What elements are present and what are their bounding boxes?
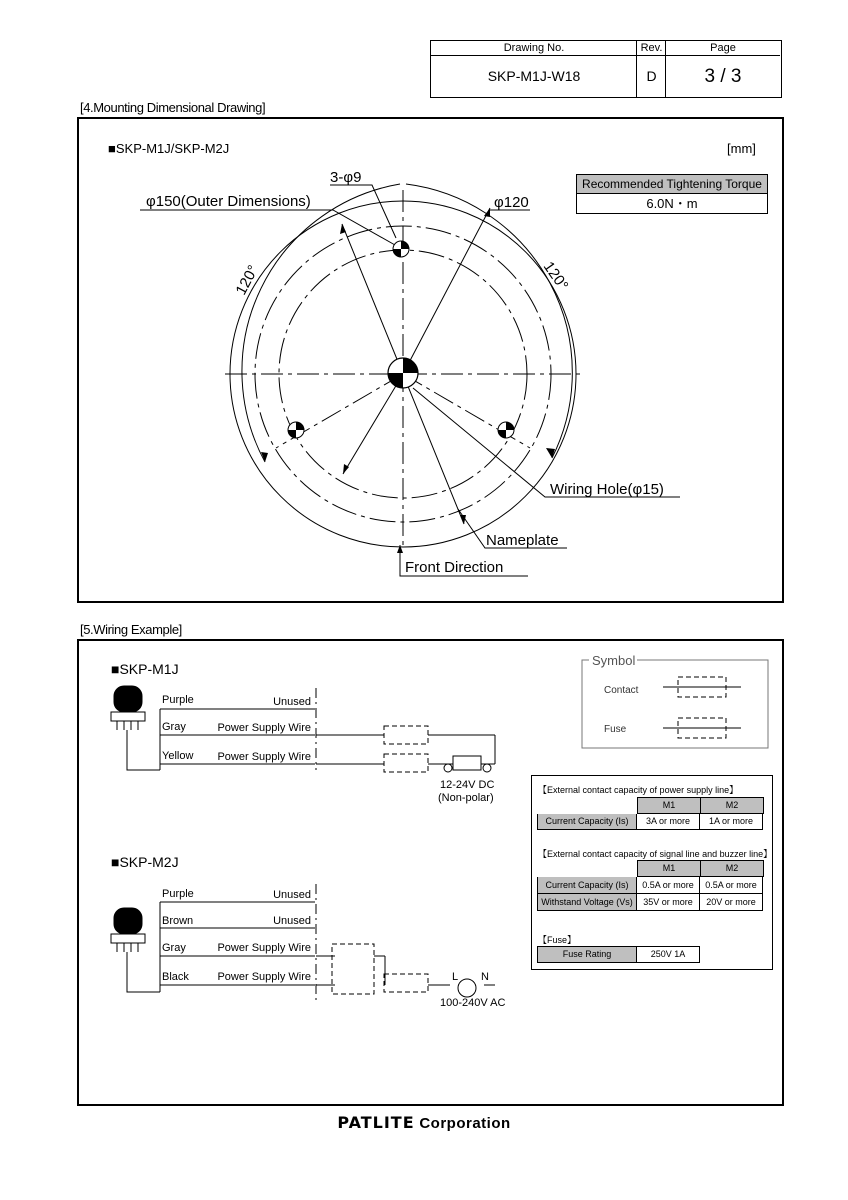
mounting-model-label: ■SKP-M1J/SKP-M2J	[108, 141, 230, 156]
front-direction-label: Front Direction	[405, 559, 504, 576]
signal-col-m2: M2	[701, 860, 764, 877]
rev-label: Rev.	[637, 41, 666, 56]
signal-col-m1: M1	[637, 860, 701, 877]
signal-row-2-m2: 20V or more	[700, 894, 763, 911]
symbol-title: Symbol	[592, 653, 636, 668]
nameplate-label: Nameplate	[486, 532, 559, 549]
power-col-m2: M2	[701, 797, 764, 814]
spec-panel	[531, 775, 773, 970]
fuse-table	[537, 946, 700, 963]
signal-row-1-label: Current Capacity (Is)	[537, 877, 637, 894]
dim-holes: 3-φ9	[330, 169, 362, 186]
m2j-wire-1-color: Purple	[162, 888, 194, 900]
mounting-holes	[288, 241, 514, 438]
signal-row-2-label: Withstand Voltage (Vs)	[537, 894, 637, 911]
wiring-section-label: [5.Wiring Example]	[80, 622, 182, 637]
fuse-title: 【Fuse】	[538, 935, 577, 945]
symbol-fuse-label: Fuse	[604, 724, 627, 735]
m1j-lamp-icon	[111, 686, 145, 730]
drawing-no-label: Drawing No.	[431, 41, 637, 56]
m1j-model-label: ■SKP-M1J	[111, 661, 179, 677]
power-row-label: Current Capacity (Is)	[537, 814, 637, 830]
dim-outer: φ150(Outer Dimensions)	[146, 193, 311, 210]
m1j-wire-3-color: Yellow	[162, 750, 194, 762]
m1j-wire-2-color: Gray	[162, 721, 186, 733]
terminal-l: L	[452, 971, 459, 983]
m2j-wire-3-function: Power Supply Wire	[217, 942, 311, 954]
page-label: Page	[666, 41, 780, 56]
dim-pcd: φ120	[494, 194, 529, 211]
power-row-m1: 3A or more	[637, 814, 700, 830]
brand-suffix: Corporation	[419, 1115, 511, 1132]
power-row-m2: 1A or more	[700, 814, 763, 830]
m1j-wire-3-function: Power Supply Wire	[217, 751, 311, 763]
revision: D	[646, 68, 657, 84]
m2j-supply: 100-240V AC	[440, 997, 506, 1009]
m1j-supply-note: (Non-polar)	[438, 792, 494, 804]
m2j-wire-1-function: Unused	[273, 889, 311, 901]
torque-header: Recommended Tightening Torque	[577, 175, 767, 194]
mounting-section-label: [4.Mounting Dimensional Drawing]	[80, 100, 266, 115]
torque-value: 6.0N・m	[646, 196, 698, 211]
m1j-wire-1-function: Unused	[273, 696, 311, 708]
symbol-contact-label: Contact	[604, 685, 639, 696]
unit-label: [mm]	[727, 141, 756, 156]
signal-row-2-m1: 35V or more	[637, 894, 700, 911]
power-table	[537, 797, 764, 830]
m1j-supply: 12-24V DC	[440, 779, 495, 791]
m2j-wire-3-color: Gray	[162, 942, 186, 954]
fuse-rating-label: Fuse Rating	[537, 946, 637, 963]
wiring-hole-label: Wiring Hole(φ15)	[550, 481, 664, 498]
signal-table	[537, 860, 764, 911]
footer	[0, 1113, 848, 1132]
m1j-wire-2-function: Power Supply Wire	[217, 722, 311, 734]
brand-logo: PATLITE	[337, 1113, 415, 1132]
m2j-model-label: ■SKP-M2J	[111, 854, 179, 870]
angle-left: 120°	[232, 262, 263, 298]
signal-row-1-m2: 0.5A or more	[700, 877, 763, 894]
m2j-wire-2-color: Brown	[162, 915, 194, 927]
m2j-lamp-icon	[111, 908, 145, 952]
drawing-number: SKP-M1J-W18	[487, 68, 581, 84]
m1j-wire-1-color: Purple	[162, 694, 194, 706]
power-title: 【External contact capacity of power supply line】	[538, 785, 739, 795]
page-number: 3 / 3	[704, 66, 742, 87]
power-col-m1: M1	[637, 797, 701, 814]
signal-title: 【External contact capacity of signal line and buzzer line】	[538, 849, 773, 859]
terminal-n: N	[481, 971, 489, 983]
m2j-wire-2-function: Unused	[273, 915, 311, 927]
m2j-wire-4-function: Power Supply Wire	[217, 971, 311, 983]
m2j-wire-4-color: Black	[162, 971, 189, 983]
signal-row-1-m1: 0.5A or more	[637, 877, 700, 894]
fuse-rating-value: 250V 1A	[637, 946, 700, 963]
angle-right: 120°	[539, 258, 572, 294]
